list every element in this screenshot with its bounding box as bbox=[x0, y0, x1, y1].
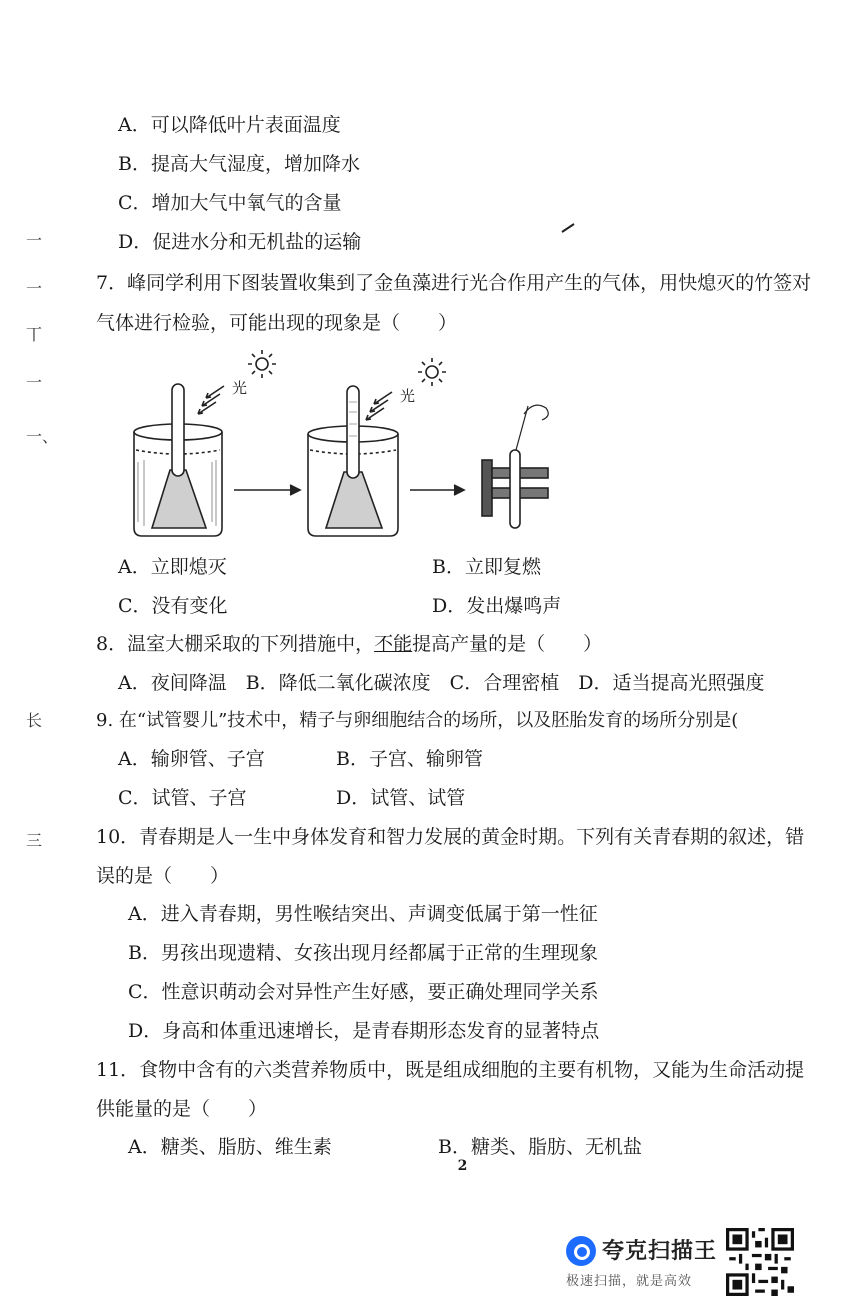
test-tube-rack bbox=[482, 405, 548, 528]
q8-stem-suffix: 提高产量的是（ ） bbox=[412, 633, 603, 655]
scanner-slogan: 极速扫描，就是高效 bbox=[566, 1274, 693, 1289]
margin-mark: 长 bbox=[26, 711, 43, 730]
q11-option-a: A．糖类、脂肪、维生素 bbox=[128, 1136, 332, 1158]
sun-icon-2 bbox=[418, 358, 446, 386]
margin-mark: 一 bbox=[26, 279, 43, 298]
q9-option-a: A．输卵管、子宫 bbox=[118, 748, 265, 770]
q7-option-c: C．没有变化 bbox=[118, 595, 228, 617]
photosynthesis-apparatus-figure bbox=[120, 342, 560, 542]
sun-icon-1 bbox=[248, 350, 276, 378]
q6-option-d: D．促进水分和无机盐的运输 bbox=[118, 231, 362, 253]
q8-stem-emphasis: 不能 bbox=[374, 633, 413, 655]
q7-option-d: D．发出爆鸣声 bbox=[432, 595, 562, 617]
q11-stem-line1: 11．食物中含有的六类营养物质中，既是组成细胞的主要有机物，又能为生命活动提 bbox=[96, 1059, 805, 1081]
q9-option-c: C．试管、子宫 bbox=[118, 787, 247, 809]
q10-stem-line2: 误的是（ ） bbox=[96, 865, 230, 887]
q10-option-a: A．进入青春期，男性喉结突出、声调变低属于第一性征 bbox=[128, 903, 598, 925]
q8-stem-prefix: 8．温室大棚采取的下列措施中， bbox=[96, 633, 375, 655]
q10-option-b: B．男孩出现遗精、女孩出现月经都属于正常的生理现象 bbox=[128, 942, 598, 964]
q6-option-a: A．可以降低叶片表面温度 bbox=[118, 114, 341, 136]
light-label-1: 光 bbox=[232, 379, 248, 397]
margin-mark: 一 bbox=[26, 373, 43, 392]
light-label-2: 光 bbox=[400, 387, 416, 405]
q7-stem-line2: 气体进行检验，可能出现的现象是（ ） bbox=[96, 312, 458, 334]
q9-option-d: D．试管、试管 bbox=[336, 787, 466, 809]
q10-option-d: D．身高和体重迅速增长，是青春期形态发育的显著特点 bbox=[128, 1020, 600, 1042]
q7-stem-line1: 7．峰同学利用下图装置收集到了金鱼藻进行光合作用产生的气体，用快熄灭的竹签对 bbox=[96, 272, 812, 294]
q9-stem: 9. 在“试管婴儿”技术中，精子与卵细胞结合的场所，以及胚胎发育的场所分别是( bbox=[96, 710, 739, 731]
q6-option-c: C．增加大气中氧气的含量 bbox=[118, 192, 342, 214]
scanner-name: 夸克扫描王 bbox=[602, 1239, 718, 1264]
beaker-2 bbox=[308, 386, 398, 536]
scanner-logo-icon bbox=[566, 1236, 596, 1266]
q7-option-a: A．立即熄灭 bbox=[118, 556, 227, 578]
q8-options: A．夜间降温 B．降低二氧化碳浓度 C．合理密植 D．适当提高光照强度 bbox=[118, 672, 765, 694]
qr-code-icon bbox=[726, 1228, 794, 1296]
scanner-watermark bbox=[566, 1232, 726, 1292]
q7-option-b: B．立即复燃 bbox=[432, 556, 541, 578]
q8-stem bbox=[96, 631, 602, 657]
margin-mark: 一 bbox=[26, 231, 43, 250]
q10-option-c: C．性意识萌动会对异性产生好感，要正确处理同学关系 bbox=[128, 981, 599, 1003]
q11-stem-line2: 供能量的是（ ） bbox=[96, 1098, 268, 1120]
q9-option-b: B．子宫、输卵管 bbox=[336, 748, 483, 770]
margin-mark: 一、 bbox=[26, 427, 59, 446]
q6-option-b: B．提高大气湿度，增加降水 bbox=[118, 153, 360, 175]
q11-option-b: B．糖类、脂肪、无机盐 bbox=[438, 1136, 642, 1158]
margin-mark: 丅 bbox=[26, 325, 43, 344]
q10-stem-line1: 10．青春期是人一生中身体发育和智力发展的黄金时期。下列有关青春期的叙述，错 bbox=[96, 826, 805, 848]
pen-stroke-mark bbox=[560, 222, 576, 234]
margin-mark: 三 bbox=[26, 831, 43, 850]
page-number: 2 bbox=[457, 1158, 468, 1174]
